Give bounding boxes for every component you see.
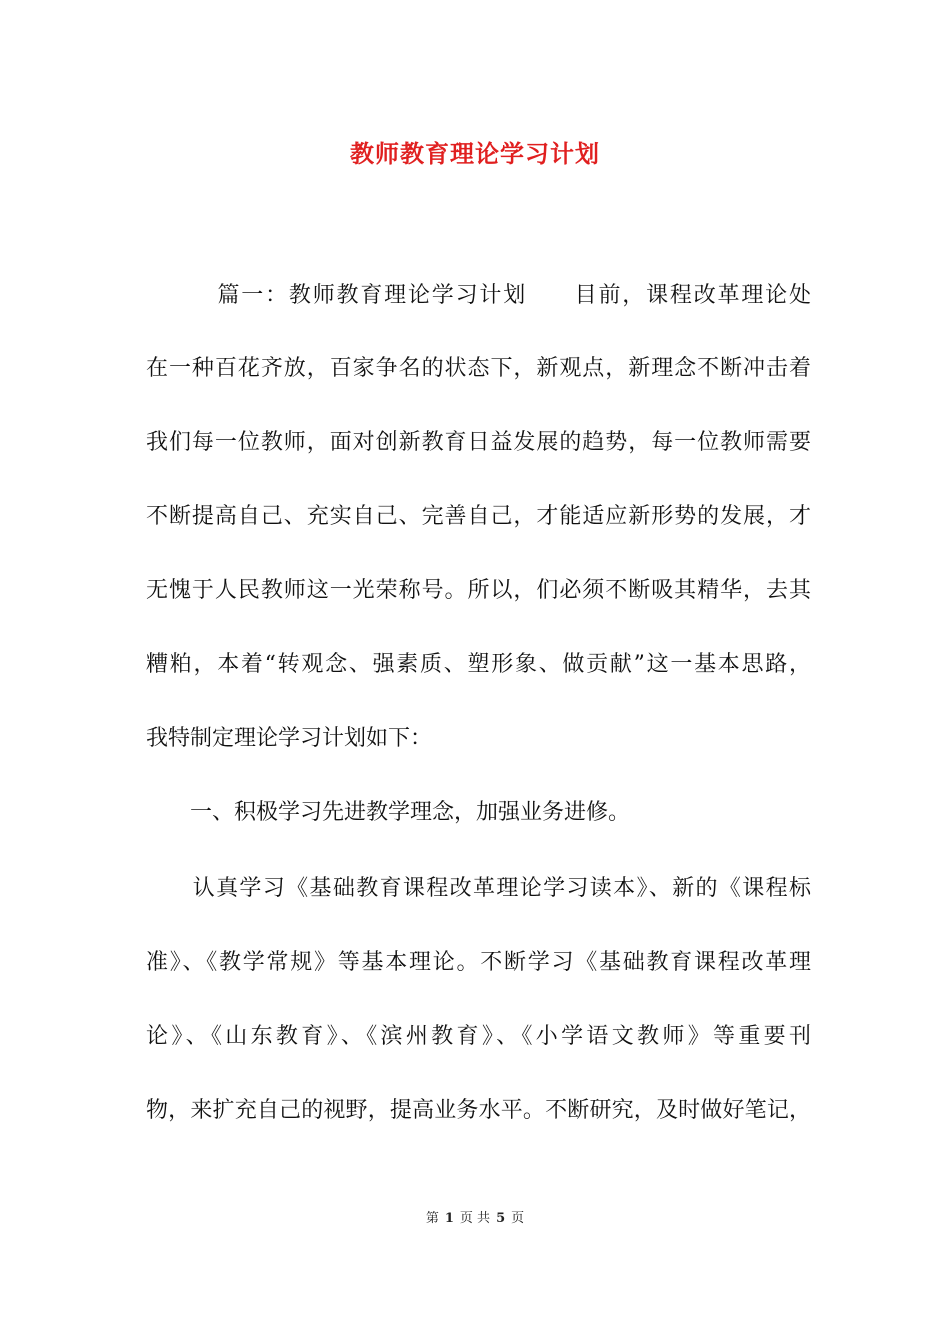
- paragraph-line: 篇一：教师教育理论学习计划 目前，课程改革理论处: [146, 283, 811, 308]
- footer-middle: 页 共: [459, 1211, 491, 1226]
- paragraph-line: 在一种百花齐放，百家争名的状态下，新观点，新理念不断冲击着: [146, 356, 811, 381]
- footer-prefix: 第: [425, 1211, 439, 1226]
- paragraph-line: 我们每一位教师，面对创新教育日益发展的趋势，每一位教师需要: [146, 430, 811, 455]
- footer-total-pages: 5: [496, 1211, 506, 1226]
- paragraph-line: 我特制定理论学习计划如下：: [146, 726, 433, 751]
- paragraph-line: 物，来扩充自己的视野，提高业务水平。不断研究，及时做好笔记，: [146, 1098, 811, 1123]
- document-title: 教师教育理论学习计划: [350, 139, 600, 168]
- paragraph-line: 无愧于人民教师这一光荣称号。所以，们必须不断吸其精华，去其: [146, 578, 811, 603]
- paragraph-line: 认真学习《基础教育课程改革理论学习读本》、新的《课程标: [146, 876, 811, 901]
- paragraph-line: 糟粕，本着“转观念、强素质、塑形象、做贡献”这一基本思路，: [146, 652, 811, 677]
- paragraph-line: 准》、《教学常规》等基本理论。不断学习《基础教育课程改革理: [146, 950, 811, 975]
- paragraph-line: 论》、《山东教育》、《滨州教育》、《小学语文教师》等重要刊: [146, 1024, 811, 1049]
- page-footer: [0, 1210, 950, 1228]
- footer-page-number: 1: [444, 1211, 454, 1226]
- paragraph-line: 不断提高自己、充实自己、完善自己，才能适应新形势的发展，才: [146, 504, 811, 529]
- footer-suffix: 页: [511, 1211, 525, 1226]
- section-heading: 一、积极学习先进教学理念，加强业务进修。: [146, 800, 631, 825]
